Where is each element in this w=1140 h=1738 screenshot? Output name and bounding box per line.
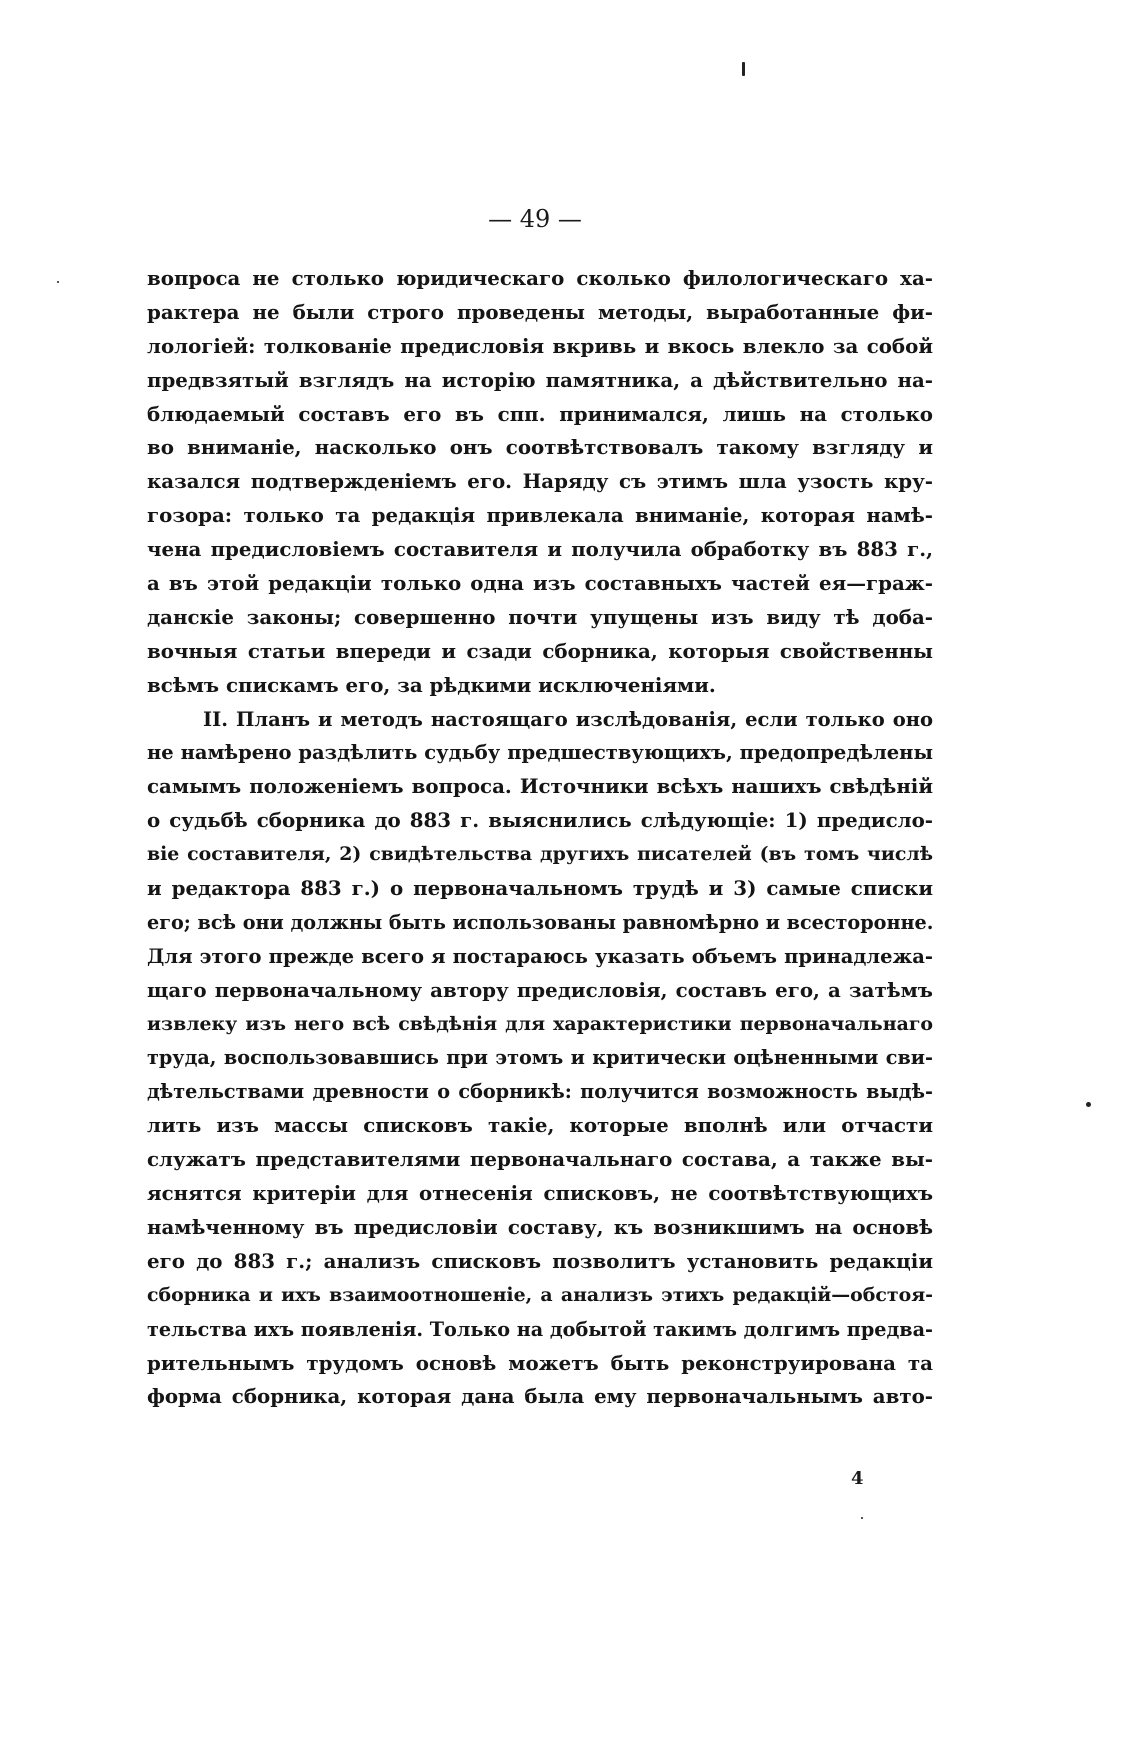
text-line: предвзятый взглядъ на исторію памятника, а дѣйствительно на- <box>147 367 933 392</box>
text-line: и редактора 883 г.) о первоначальномъ трудѣ и 3) самые списки <box>147 876 933 901</box>
text-line: рительнымъ трудомъ основѣ можетъ быть реконструирована та <box>147 1350 933 1375</box>
text-line: тельства ихъ появленія. Только на добытой такимъ долгимъ предва- <box>147 1317 933 1341</box>
text-line: дѣтельствами древности о сборникѣ: получится возможность выдѣ- <box>147 1080 933 1104</box>
text-line: намѣченному въ предисловіи составу, къ возникшимъ на основѣ <box>147 1214 933 1239</box>
text-line: чена предисловіемъ составителя и получила обработку въ 883 г., <box>147 537 933 562</box>
text-line: Для этого прежде всего я постараюсь указать объемъ принадлежа- <box>147 944 933 968</box>
text-line: лологіей: толкованіе предисловія вкривь и вкось влекло за собой <box>147 333 933 358</box>
text-line: щаго первоначальному автору предисловія, составъ его, а затѣмъ <box>147 977 933 1002</box>
text-line: вопроса не столько юридическаго сколько филологическаго ха- <box>147 266 933 290</box>
text-line: данскіе законы; совершенно почти упущены изъ виду тѣ доба- <box>147 604 933 629</box>
body-text <box>147 262 933 1414</box>
signature-mark: 4 <box>851 1468 864 1489</box>
text-line: яснятся критеріи для отнесенія списковъ, не соотвѣтствующихъ <box>147 1181 933 1206</box>
paragraph <box>147 262 933 703</box>
text-line: извлеку изъ него всѣ свѣдѣнія для характеристики первоначальнаго <box>147 1012 933 1035</box>
text-line: сборника и ихъ взаимоотношеніе, а анализъ этихъ редакцій—обстоя- <box>147 1283 933 1306</box>
text-line: віе составителя, 2) свидѣтельства другихъ писателей (въ томъ числѣ <box>147 843 933 866</box>
text-line: не намѣрено раздѣлить судьбу предшествующихъ, предопредѣлены <box>147 741 933 765</box>
text-line: вочныя статьи впереди и сзади сборника, которыя свойственны <box>147 638 933 663</box>
text-line: II. Планъ и методъ настоящаго изслѣдованія, если только оно <box>203 707 933 731</box>
print-speck <box>861 1517 863 1519</box>
text-line: самымъ положеніемъ вопроса. Источники всѣхъ нашихъ свѣдѣній <box>147 774 933 799</box>
paragraph <box>147 703 933 1415</box>
print-speck <box>57 281 59 283</box>
text-line: во вниманіе, насколько онъ соотвѣтствовалъ такому взгляду и <box>147 435 933 460</box>
text-line: форма сборника, которая дана была ему первоначальнымъ авто- <box>147 1384 933 1409</box>
print-speck <box>1086 1102 1091 1107</box>
text-line: труда, воспользовавшись при этомъ и критически оцѣненными сви- <box>147 1046 933 1070</box>
text-line: всѣмъ спискамъ его, за рѣдкими исключеніями. <box>147 672 716 697</box>
text-line: казался подтвержденіемъ его. Наряду съ этимъ шла узость кру- <box>147 469 933 494</box>
text-line: служатъ представителями первоначальнаго состава, а также вы- <box>147 1147 933 1172</box>
text-line: его до 883 г.; анализъ списковъ позволитъ установить редакціи <box>147 1248 933 1273</box>
text-line: рактера не были строго проведены методы, выработанные фи- <box>147 299 933 324</box>
text-line: блюдаемый составъ его въ спп. принимался, лишь на столько <box>147 401 933 426</box>
text-line: лить изъ массы списковъ такіе, которые вполнѣ или отчасти <box>147 1113 933 1138</box>
text-line: гозора: только та редакція привлекала вниманіе, которая намѣ- <box>147 503 933 528</box>
text-line: о судьбѣ сборника до 883 г. выяснились слѣдующіе: 1) предисло- <box>147 808 933 833</box>
text-line: его; всѣ они должны быть использованы равномѣрно и всесторонне. <box>147 910 934 934</box>
page-number: — 49 — <box>488 205 582 233</box>
print-speck <box>742 62 745 76</box>
text-line: а въ этой редакціи только одна изъ составныхъ частей ея—граж- <box>147 571 933 596</box>
